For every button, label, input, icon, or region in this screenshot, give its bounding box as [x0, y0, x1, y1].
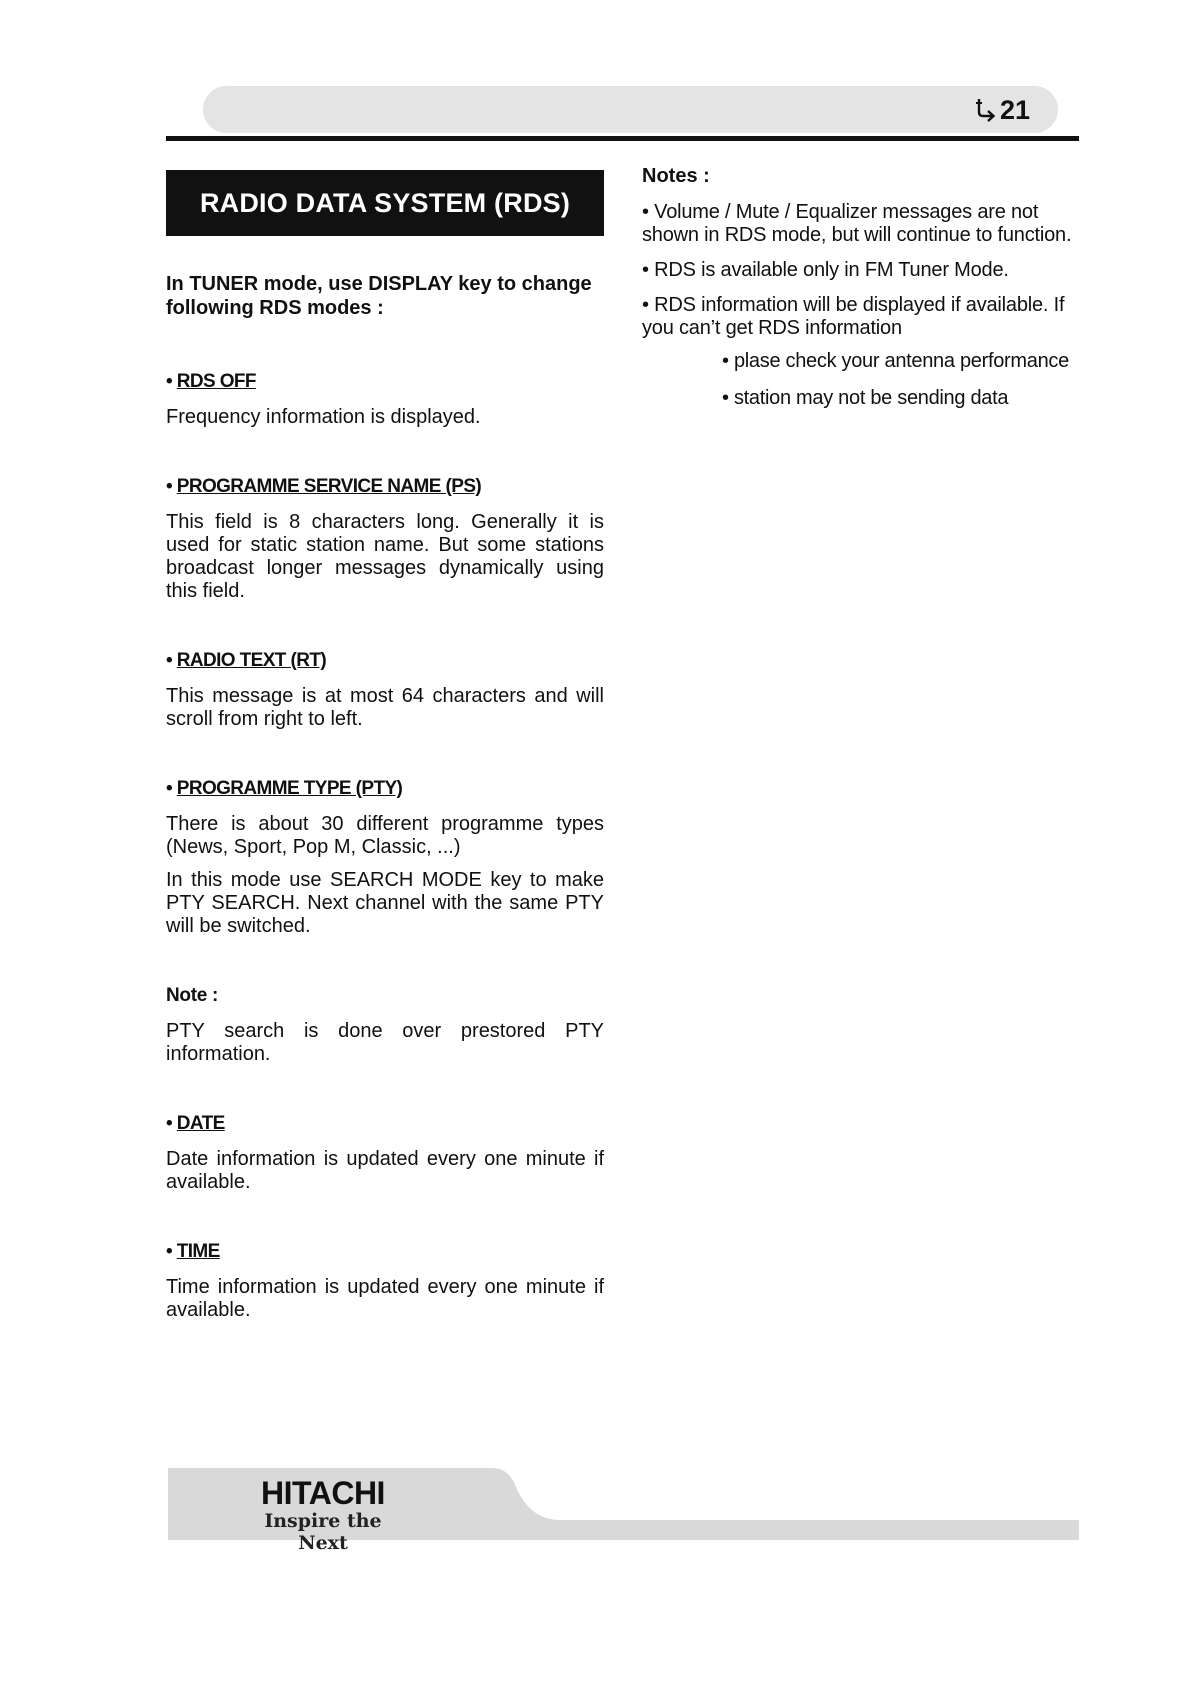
paragraph: Date information is updated every one minute if available. [166, 1148, 604, 1193]
heading-text: RDS OFF [176, 371, 256, 392]
heading-text: RADIO TEXT (RT) [176, 650, 327, 671]
brand-logo [238, 1476, 408, 1554]
note-item: • RDS information will be displayed if available. If you can’t get RDS information [642, 294, 1065, 339]
section-pty [166, 777, 604, 938]
section-date [166, 1112, 604, 1194]
note-heading: Note : [166, 985, 219, 1006]
heading-text: PROGRAMME TYPE (PTY) [176, 778, 403, 799]
sub-item: • plase check your antenna performance [722, 350, 1069, 372]
paragraph: There is about 30 different programme types (News, Sport, Pop M, Classic, ...) [166, 813, 604, 858]
section-heading [166, 370, 604, 394]
intro-text: In TUNER mode, use DISPLAY key to change following RDS modes : [166, 273, 592, 319]
header-bar [203, 86, 1058, 133]
bullet: • [166, 778, 173, 799]
paragraph: This message is at most 64 characters and will scroll from right to left. [166, 685, 604, 730]
paragraph: In this mode use SEARCH MODE key to make PTY SEARCH. Next channel with the same PTY will be switched. [166, 869, 604, 937]
note-item: • Volume / Mute / Equalizer messages are not shown in RDS mode, but will continue to function. [642, 201, 1072, 246]
section-heading [166, 649, 604, 673]
note-text: PTY search is done over prestored PTY information. [166, 1020, 604, 1065]
page-number-text: 21 [999, 94, 1030, 125]
brand-tagline: Inspire the Next [264, 1510, 382, 1554]
heading-text: TIME [176, 1241, 220, 1262]
paragraph: Time information is updated every one minute if available. [166, 1276, 604, 1321]
heading-text: DATE [176, 1113, 225, 1134]
section-note [166, 984, 604, 1066]
bullet: • [166, 371, 173, 392]
section-heading [166, 1240, 604, 1264]
bullet: • [166, 1241, 173, 1262]
paragraph: This field is 8 characters long. Generally it is used for static station name. But some stations broadcast longer messages dynamically using this field. [166, 511, 604, 602]
note-item: • RDS is available only in FM Tuner Mode. [642, 259, 1009, 281]
section-heading [166, 777, 604, 801]
bullet: • [166, 476, 173, 497]
sub-list [642, 350, 1079, 410]
left-column [166, 170, 604, 1322]
sub-item: • station may not be sending data [722, 387, 1009, 409]
footer [168, 1468, 1079, 1554]
bullet: • [166, 650, 173, 671]
header-rule [166, 136, 1079, 141]
right-column [642, 163, 1079, 424]
brand-name: HITACHI [261, 1475, 385, 1511]
bullet: • [166, 1113, 173, 1134]
section-rds-off [166, 370, 604, 429]
page-number [974, 90, 1030, 130]
section-heading [166, 475, 604, 499]
section-title: RADIO DATA SYSTEM (RDS) [166, 170, 604, 236]
section-time [166, 1240, 604, 1322]
arrow-down-right-icon [974, 97, 998, 123]
heading-text: PROGRAMME SERVICE NAME (PS) [176, 476, 482, 497]
notes-heading: Notes : [642, 165, 710, 187]
section-rt [166, 649, 604, 731]
section-ps [166, 475, 604, 603]
section-heading [166, 1112, 604, 1136]
paragraph: Frequency information is displayed. [166, 406, 481, 428]
